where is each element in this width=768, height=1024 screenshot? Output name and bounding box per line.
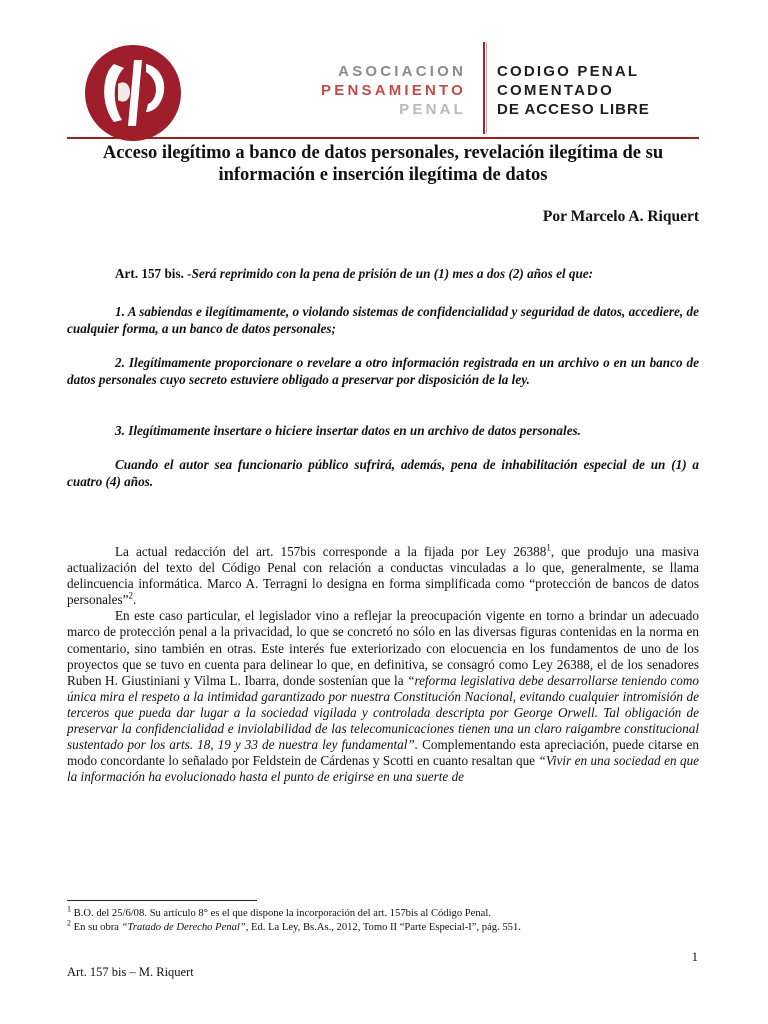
footnote-1-text: B.O. del 25/6/08. Su artículo 8° es el que dispone la incorporación del art. 157bis al Código Penal. bbox=[73, 908, 491, 919]
paragraph-1 bbox=[67, 544, 699, 608]
article-item-3 bbox=[67, 422, 699, 439]
p2-text-b: Complementando esta apreciación, puede citarse en modo concordante lo señalado por Feldstein de Cárdenas y Scotti en cuanto resaltan que bbox=[67, 737, 699, 769]
p2-quote-2: “Vivir en una sociedad en que la información ha evolucionado hasta el punto de erigirse en una suerte de bbox=[67, 753, 700, 785]
page-footer: Art. 157 bis – M. Riquert bbox=[67, 965, 194, 979]
app-logo-icon bbox=[84, 44, 182, 142]
series-line-2: COMENTADO bbox=[497, 82, 615, 99]
author-line: Por Marcelo A. Riquert bbox=[542, 208, 699, 225]
article-item-1 bbox=[67, 303, 699, 337]
organization-name bbox=[240, 62, 466, 119]
article-item-3-text: 3. Ilegítimamente insertare o hiciere insertar datos en un archivo de datos personales. bbox=[115, 423, 581, 438]
footnote-ref-2[interactable]: 2 bbox=[128, 590, 134, 601]
org-line-2: PENSAMIENTO bbox=[321, 82, 466, 99]
series-line-1: CODIGO PENAL bbox=[497, 63, 640, 80]
article-item-2-text: 2. Ilegítimamente proporcionare o revelare a otro información registrada en un archivo o en un banco de datos personales cuyo secreto estuviere obligado a preservar por disposición de la ley. bbox=[67, 355, 699, 387]
org-line-1: ASOCIACION bbox=[338, 63, 466, 80]
page-number: 1 bbox=[691, 950, 698, 964]
article-number: Art. 157 bis. bbox=[115, 266, 184, 281]
article-item-2 bbox=[67, 354, 699, 388]
article-intro: -Será reprimido con la pena de prisión de un (1) mes a dos (2) años el que: bbox=[187, 266, 594, 281]
footnote-2 bbox=[67, 918, 699, 935]
footnote-2-pre: En su obra bbox=[73, 922, 122, 933]
header-divider-shadow bbox=[486, 42, 487, 134]
article-penalty-text: Cuando el autor sea funcionario público sufrirá, además, pena de inhabilitación especial de un (1) a cuatro (4) años. bbox=[67, 457, 699, 489]
article-item-1-text: 1. A sabiendas e ilegítimamente, o violando sistemas de confidencialidad y seguridad de datos, accediere, de cualquier forma, a un banco de datos personales; bbox=[67, 304, 699, 336]
header-divider bbox=[483, 42, 485, 134]
footnotes bbox=[67, 904, 699, 935]
body-text bbox=[67, 544, 699, 785]
footnote-2-post: , Ed. La Ley, Bs.As., 2012, Tomo II “Parte Especial-I”, pág. 551. bbox=[245, 922, 521, 933]
p1-text-a: La actual redacción del art. 157bis corresponde a la fijada por Ley 26388 bbox=[115, 544, 547, 559]
article-penalty bbox=[67, 456, 699, 490]
p2-quote-1: “reforma legislativa debe desarrollarse teniendo como única mira el respeto a la intimidad garantizado por nuestra Constitución Nacional, evitando cualquier intromisión de terceros que pueda dar lugar a la sociedad vigilada y controlada descripta por George Orwell. Tal obligación de preservar la confidencialidad e inviolabilidad de las telecomunicaciones tienen una un claro raigambre constitucional sustentado por los arts. 18, 19 y 33 de nuestra ley fundamental”. bbox=[67, 672, 699, 753]
footnote-ref-1[interactable]: 1 bbox=[546, 542, 551, 553]
footnote-rule bbox=[67, 900, 257, 901]
org-line-3: PENAL bbox=[399, 101, 466, 118]
footnote-1-number: 1 bbox=[67, 904, 71, 914]
series-line-3: DE ACCESO LIBRE bbox=[497, 101, 650, 118]
footnote-1 bbox=[67, 904, 699, 921]
article-heading bbox=[67, 265, 699, 282]
p1-text-b: , que produjo una masiva actualización del texto del Código Penal con relación a conductas vinculadas a lo que, generalmente, se llama delincuencia informática. Marco A. Terragni lo designa en forma simplificada como “protección de bancos de datos personales” bbox=[67, 544, 699, 608]
footnote-2-number: 2 bbox=[67, 918, 71, 928]
header-rule bbox=[67, 137, 699, 139]
series-name bbox=[497, 62, 650, 119]
paragraph-2 bbox=[67, 608, 699, 785]
p2-text-a: En este caso particular, el legislador vino a reflejar la preocupación vigente en torno a brindar un adecuado marco de protección penal a la privacidad, lo que se concretó no sólo en las diversas figuras contenidas en la norma en comentario, sino también en otras. Este interés fue exteriorizado con elocuencia en los fundamentos de uno de los proyectos que se tuvo en cuenta para delinear lo que, en definitiva, se consagró como Ley 26388, el de los senadores Ruben H. Giustiniani y Vilma L. Ibarra, donde sostenían que la bbox=[67, 608, 699, 688]
footnote-2-work-title: “Tratado de Derecho Penal” bbox=[121, 922, 246, 933]
document-title: Acceso ilegítimo a banco de datos personales, revelación ilegítima de su información e inserción ilegítima de datos bbox=[102, 143, 664, 185]
p1-text-c: . bbox=[133, 592, 137, 608]
